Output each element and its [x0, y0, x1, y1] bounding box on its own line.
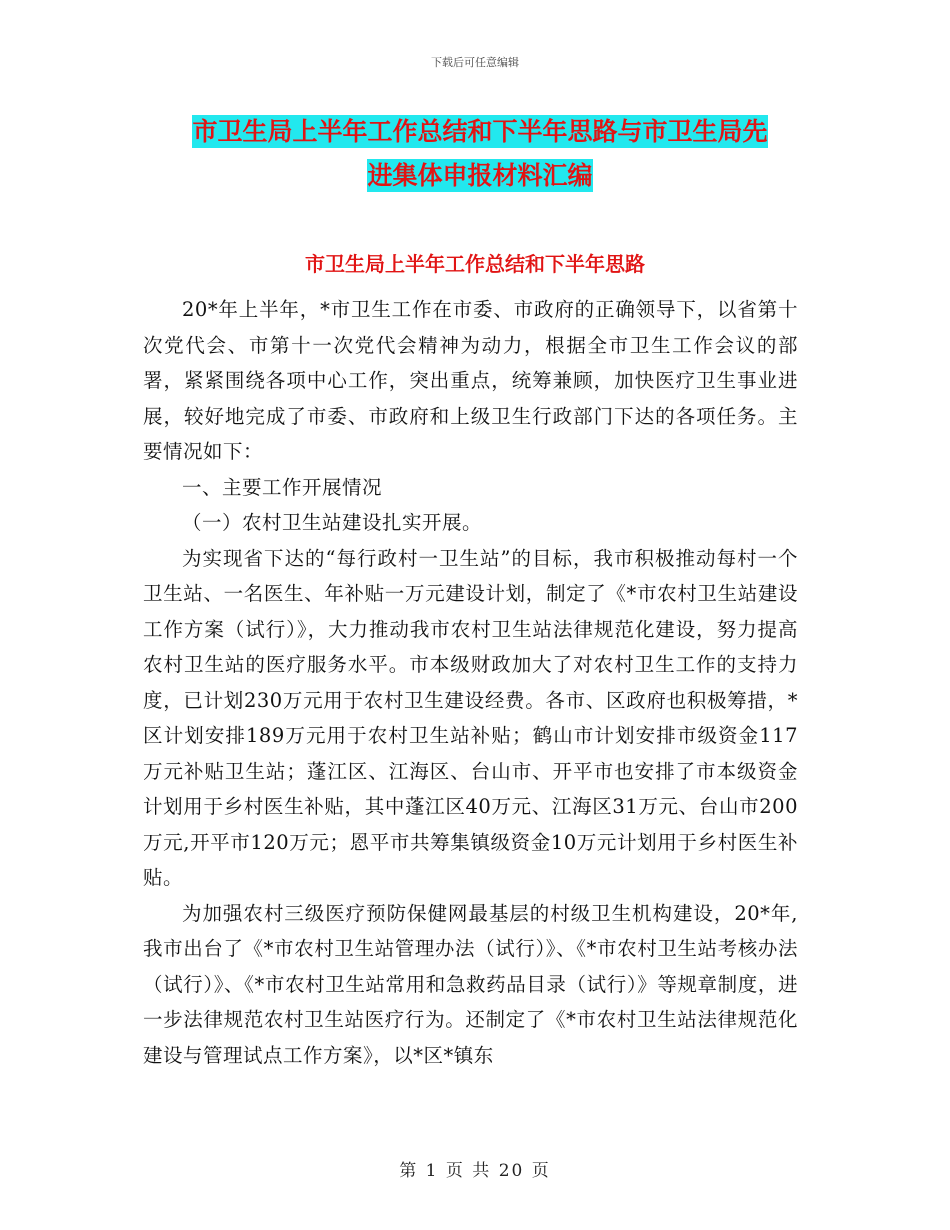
section-title: 市卫生局上半年工作总结和下半年思路 — [305, 252, 645, 276]
page-number: 第 1 页 共 20 页 — [399, 1161, 551, 1181]
heading-main-work: 一、主要工作开展情况 — [182, 475, 383, 499]
main-title-line-2: 进集体申报材料汇编 — [367, 161, 593, 190]
paragraph-intro: 20*年上半年，*市卫生工作在市委、市政府的正确领导下，以省第十次党代会、市第十一次党代会精神为动力，根据全市卫生工作会议的部署，紧紧围绕各项中心工作，突出重点，统筹兼顾，加快医疗卫生事业进展，较好地完成了市委、市政府和上级卫生行政部门下达的各项任务。主要情况如下： — [143, 298, 798, 463]
main-title — [140, 110, 820, 198]
header-note: 下载后可任意编辑 — [431, 56, 519, 69]
document-body — [143, 292, 798, 1073]
paragraph-regulations: 为加强农村三级医疗预防保健网最基层的村级卫生机构建设，20*年,我市出台了《*市农村卫生站管理办法（试行）》、《*市农村卫生站考核办法（试行）》、《*市农村卫生站常用和急救药品目录（试行）》等规章制度，进一步法律规范农村卫生站医疗行为。还制定了《*市农村卫生站法律规范化建设与管理试点工作方案》，以*区*镇东 — [143, 901, 798, 1067]
paragraph-rural-stations: 为实现省下达的“每行政村一卫生站”的目标，我市积极推动每村一个卫生站、一名医生、年补贴一万元建设计划，制定了《*市农村卫生站建设工作方案（试行）》，大力推动我市农村卫生站法律规范化建设，努力提高农村卫生站的医疗服务水平。市本级财政加大了对农村卫生工作的支持力度，已计划230万元用于农村卫生建设经费。各市、区政府也积极筹措，*区计划安排189万元用于农村卫生站补贴；鹤山市计划安排市级资金117万元补贴卫生站；蓬江区、江海区、台山市、开平市也安排了市本级资金计划用于乡村医生补贴，其中蓬江区40万元、江海区31万元、台山市200万元,开平市120万元；恩平市共筹集镇级资金10万元计划用于乡村医生补贴。 — [143, 546, 798, 889]
main-title-line-1: 市卫生局上半年工作总结和下半年思路与市卫生局先 — [192, 117, 768, 146]
heading-rural-stations: （一）农村卫生站建设扎实开展。 — [182, 511, 483, 534]
